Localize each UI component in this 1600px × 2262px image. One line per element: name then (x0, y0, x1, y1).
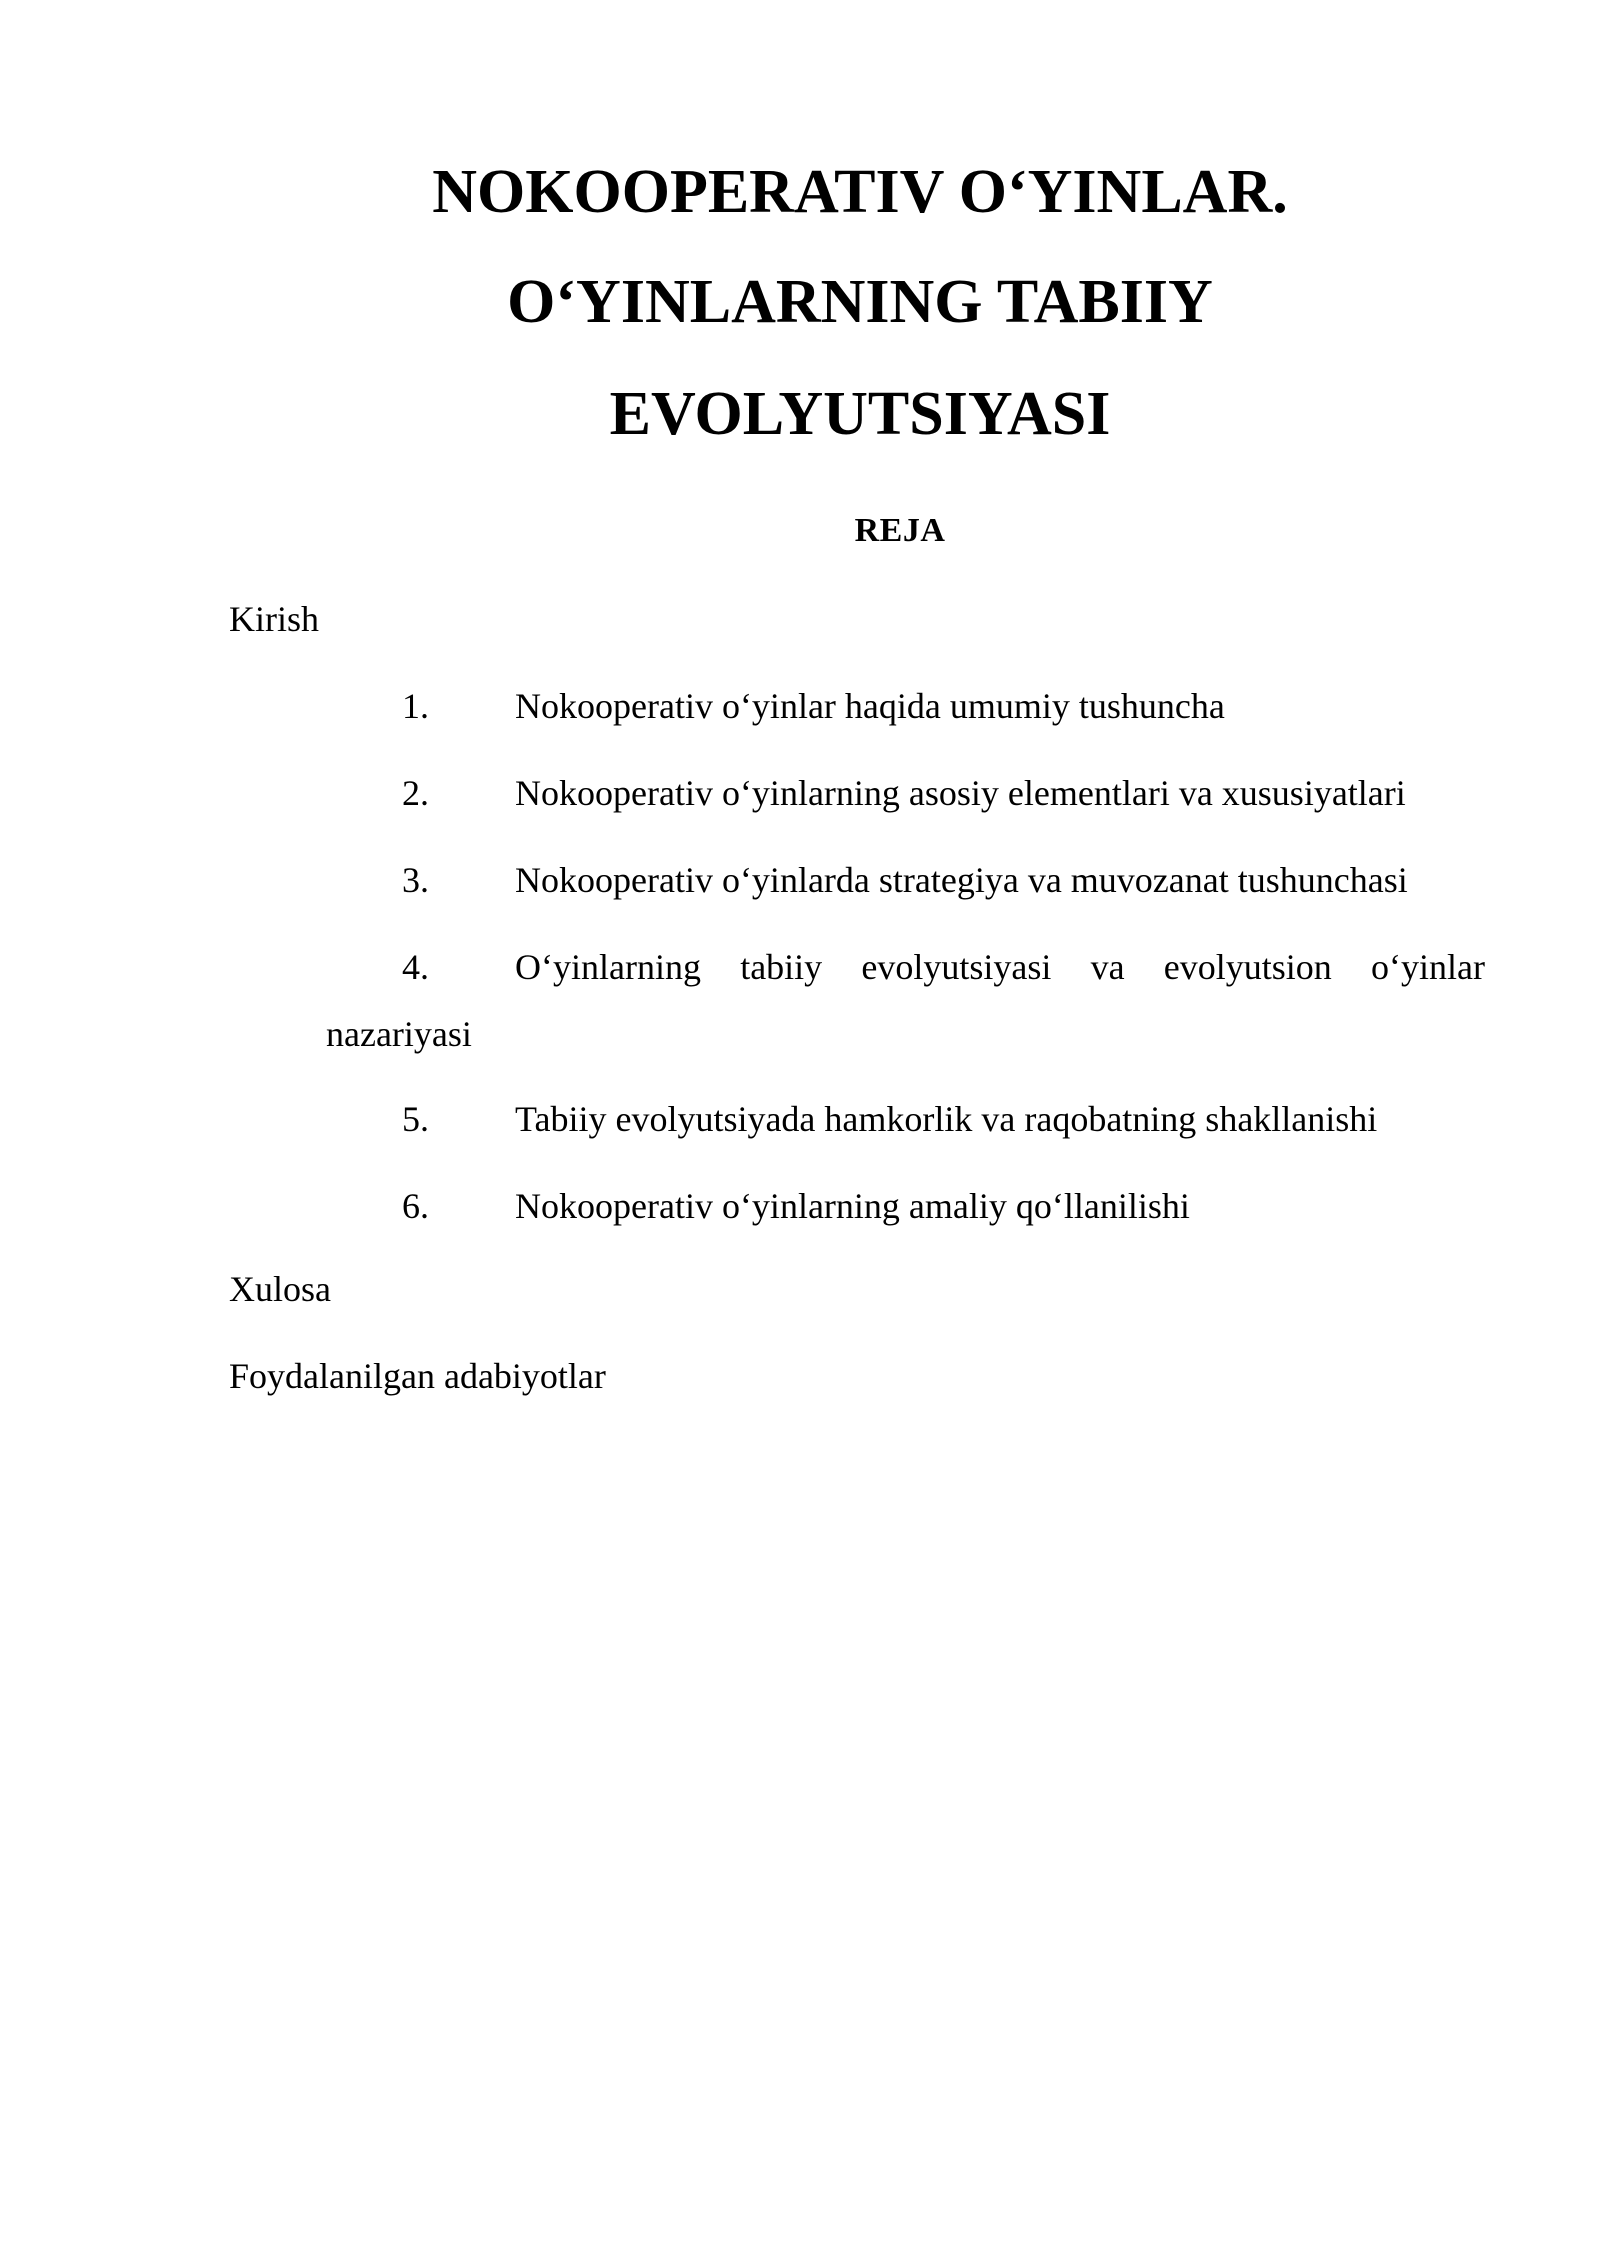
plan-item-word: O‘yinlarning (515, 947, 701, 987)
plan-item-text: Nokooperativ o‘yinlarning amaliy qo‘llanilishi (515, 1186, 1190, 1226)
document-title-line-2: O‘YINLARNING TABIIY (507, 268, 1213, 336)
conclusion-entry: Xulosa (229, 1269, 331, 1309)
plan-item-text: Tabiiy evolyutsiyada hamkorlik va raqobatning shakllanishi (515, 1099, 1378, 1139)
intro-entry: Kirish (229, 599, 319, 639)
document-title-line-3: EVOLYUTSIYASI (609, 380, 1111, 448)
plan-item-text: Nokooperativ o‘yinlar haqida umumiy tushuncha (515, 686, 1225, 726)
plan-item-continuation: nazariyasi (326, 1014, 472, 1054)
plan-item-word: tabiiy (740, 947, 823, 987)
plan-item-number: 1. (402, 686, 429, 726)
plan-item-word: evolyutsiyasi (861, 947, 1052, 987)
plan-item-text: Nokooperativ o‘yinlarning asosiy elementlari va xususiyatlari (515, 773, 1406, 813)
references-entry: Foydalanilgan adabiyotlar (229, 1356, 606, 1396)
plan-item-text (515, 949, 1485, 985)
plan-item-text: Nokooperativ o‘yinlarda strategiya va muvozanat tushunchasi (515, 860, 1408, 900)
plan-item-word: va (1090, 947, 1125, 987)
document-title-line-1: NOKOOPERATIV O‘YINLAR. (432, 158, 1288, 226)
plan-item-word: evolyutsion (1163, 947, 1332, 987)
plan-item-number: 4. (402, 947, 429, 987)
plan-item-number: 6. (402, 1186, 429, 1226)
plan-item-number: 3. (402, 860, 429, 900)
plan-item-number: 5. (402, 1099, 429, 1139)
plan-heading: REJA (854, 512, 946, 549)
plan-item-word: o‘yinlar (1371, 947, 1485, 987)
plan-item-number: 2. (402, 773, 429, 813)
